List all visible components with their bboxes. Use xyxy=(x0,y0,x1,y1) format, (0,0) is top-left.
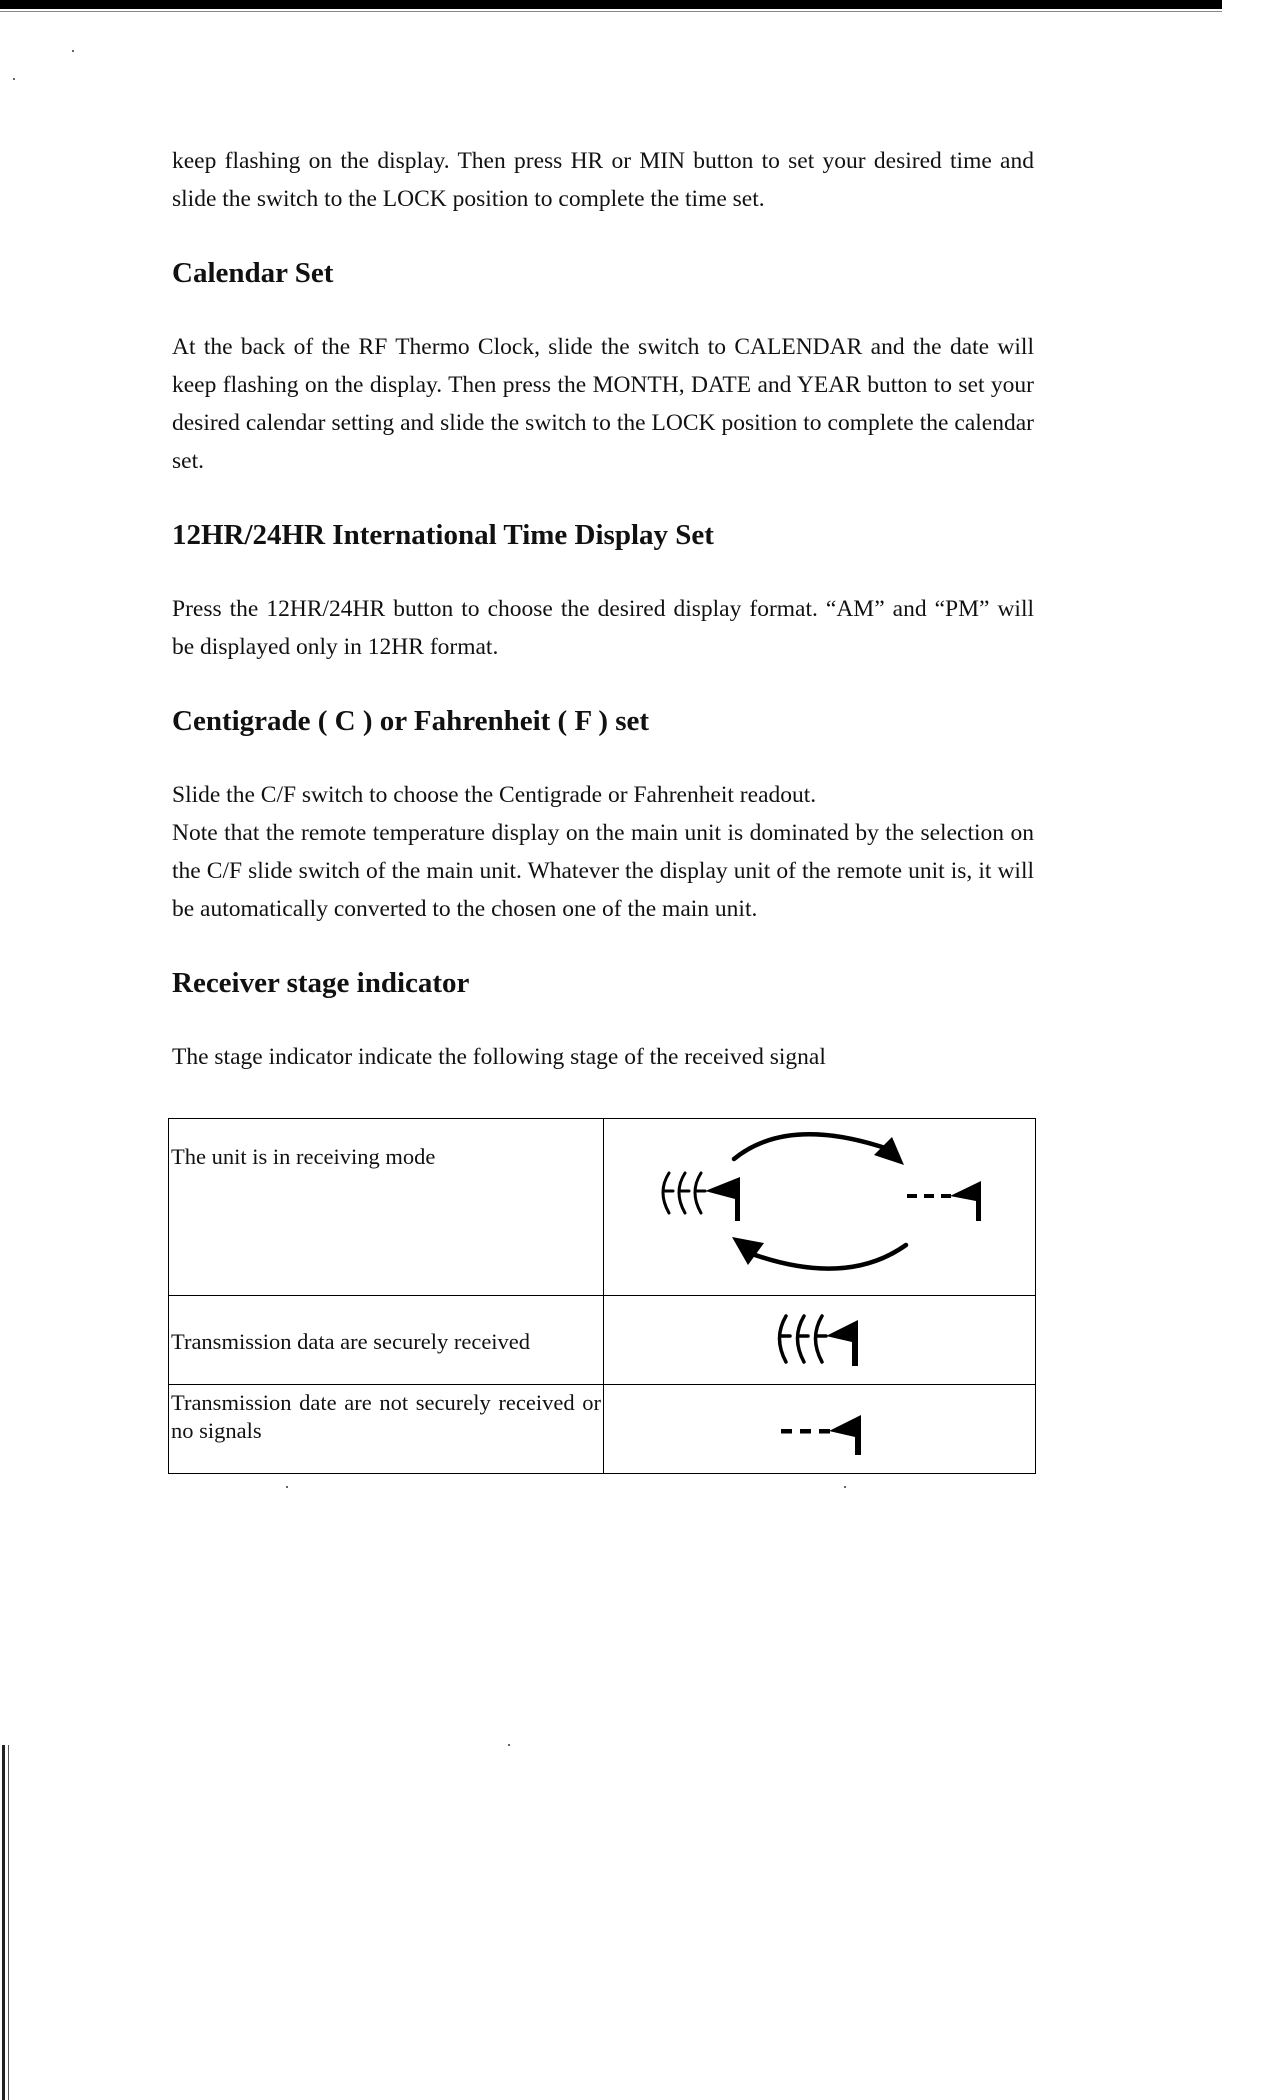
heading-time-display-set: 12HR/24HR International Time Display Set xyxy=(172,519,714,551)
table-row xyxy=(169,1296,1036,1385)
remote-temperature-note-paragraph: Note that the remote temperature display on the main unit is dominated by the selection on the C/F slide switch of the main unit. Whatever the display unit of the remote unit is, it will be automatically converted to the chosen one of the main unit. xyxy=(172,820,1034,922)
cf-switch-paragraph: Slide the C/F switch to choose the Centigrade or Fahrenheit readout. xyxy=(172,782,817,808)
stage-indicator-paragraph: The stage indicator indicate the following stage of the received signal xyxy=(172,1044,826,1070)
heading-temperature-unit-set: Centigrade ( C ) or Fahrenheit ( F ) set xyxy=(172,705,650,737)
left-scan-edge xyxy=(2,1745,5,2100)
scan-speck xyxy=(286,1486,288,1488)
arrow-head-left xyxy=(732,1237,764,1265)
scan-speck xyxy=(13,78,15,80)
antenna-symbol xyxy=(705,1177,740,1221)
signal-received-symbol xyxy=(663,1173,705,1213)
no-signal-symbol xyxy=(907,1181,981,1221)
scan-speck xyxy=(844,1486,846,1488)
scan-speck xyxy=(508,1744,510,1746)
table-row xyxy=(169,1385,1036,1474)
row-description-not-received: Transmission date are not securely received or no signals xyxy=(169,1385,604,1474)
no-signal-icon xyxy=(604,1385,1034,1473)
arrow-to-no-signal xyxy=(734,1134,894,1159)
row-icon-cell xyxy=(604,1296,1036,1385)
row-icon-cell xyxy=(604,1385,1036,1474)
left-scan-edge-thin xyxy=(8,1745,9,2100)
receiving-cycle-icon xyxy=(604,1119,1034,1295)
signal-received-icon xyxy=(604,1296,1034,1384)
arrow-to-signal-received xyxy=(744,1245,906,1269)
scan-speck xyxy=(72,50,74,52)
receiver-stage-table xyxy=(168,1118,1036,1474)
table-row xyxy=(169,1119,1036,1296)
row-description-securely-received: Transmission data are securely received xyxy=(169,1296,604,1385)
row-description-receiving-mode: The unit is in receiving mode xyxy=(169,1119,604,1296)
top-border-rule-thin xyxy=(0,11,1222,12)
heading-receiver-stage-indicator: Receiver stage indicator xyxy=(172,967,470,999)
arrow-head-right xyxy=(874,1137,904,1165)
document-body xyxy=(172,142,1034,1076)
calendar-set-paragraph: At the back of the RF Thermo Clock, slide the switch to CALENDAR and the date will keep flashing on the display. Then press the MONTH, DATE and YEAR button to set your desired calendar setting and slide the switch to the LOCK position to complete the calendar set. xyxy=(172,334,1034,474)
top-border-rule xyxy=(0,0,1222,9)
heading-calendar-set: Calendar Set xyxy=(172,257,334,289)
intro-paragraph: keep flashing on the display. Then press HR or MIN button to set your desired time and slide the switch to the LOCK position to complete the time set. xyxy=(172,148,1034,212)
row-icon-cell xyxy=(604,1119,1036,1296)
time-display-paragraph: Press the 12HR/24HR button to choose the desired display format. “AM” and “PM” will be displayed only in 12HR format. xyxy=(172,596,1034,660)
